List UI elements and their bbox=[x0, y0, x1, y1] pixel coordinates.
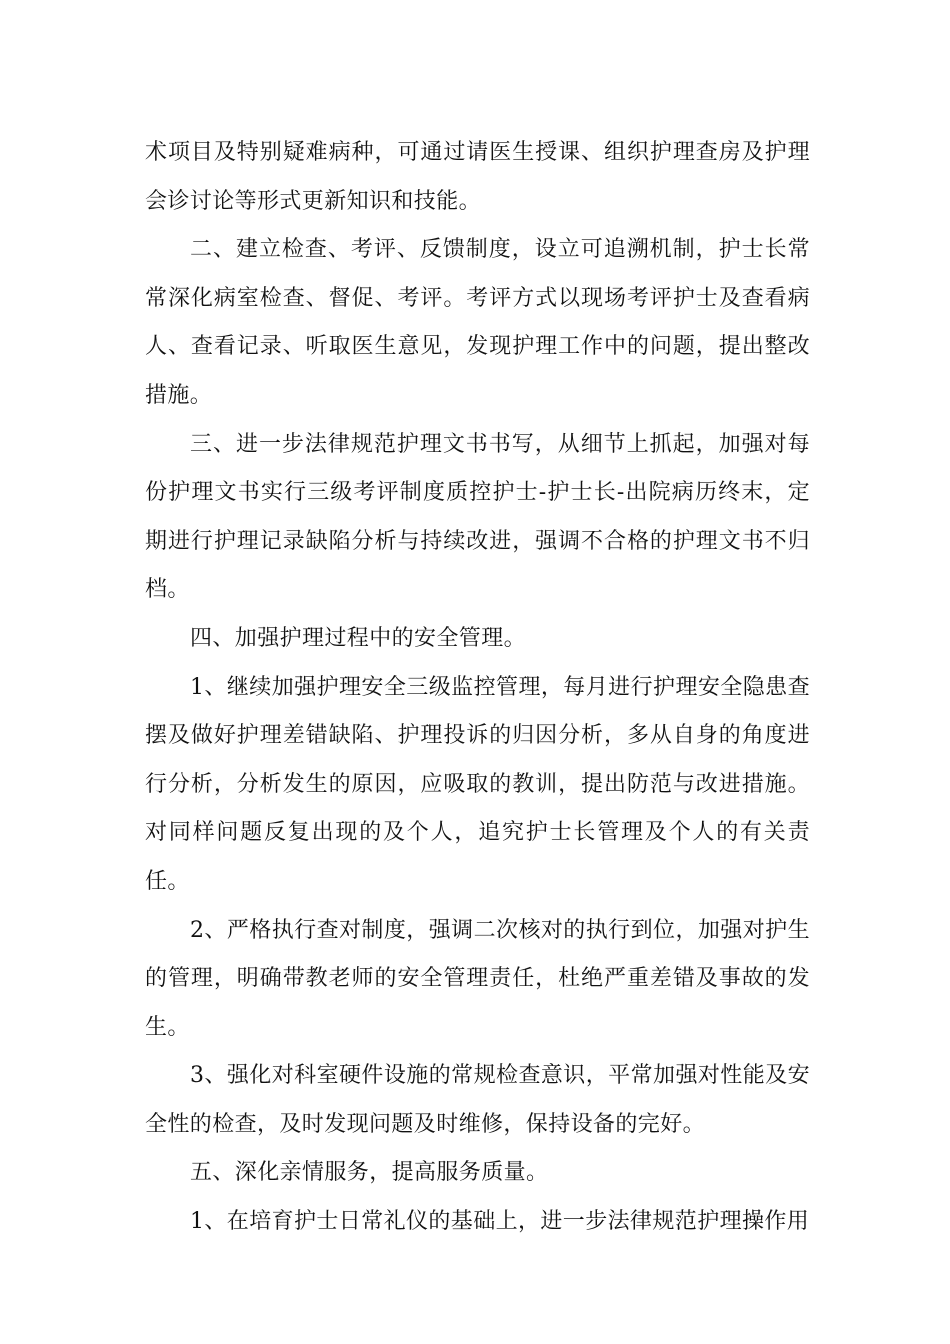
paragraph-item-4-1: 1、继续加强护理安全三级监控管理，每月进行护理安全隐患查摆及做好护理差错缺陷、护理投诉的归因分析，多从自身的角度进行分析，分析发生的原因，应吸取的教训，提出防范与改进措施。对同样问题反复出现的及个人，追究护士长管理及个人的有关责任。 bbox=[145, 674, 810, 894]
paragraph-section-2: 二、建立检查、考评、反馈制度，设立可追溯机制，护士长常常深化病室检查、督促、考评。考评方式以现场考评护士及查看病人、查看记录、听取医生意见，发现护理工作中的问题，提出整改措施。 bbox=[145, 237, 810, 408]
paragraph-section-5-heading: 五、深化亲情服务，提高服务质量。 bbox=[190, 1160, 549, 1186]
paragraph-section-3: 三、进一步法律规范护理文书书写，从细节上抓起，加强对每份护理文书实行三级考评制度质控护士-护士长-出院病历终末，定期进行护理记录缺陷分析与持续改进，强调不合格的护理文书不归档。 bbox=[145, 431, 810, 603]
paragraph-item-4-3: 3、强化对科室硬件设施的常规检查意识，平常加强对性能及安全性的检查，及时发现问题及时维修，保持设备的完好。 bbox=[145, 1063, 810, 1137]
paragraph-item-5-1: 1、在培育护士日常礼仪的基础上，进一步法律规范护理操作用 bbox=[190, 1209, 810, 1235]
paragraph-section-4-heading: 四、加强护理过程中的安全管理。 bbox=[190, 625, 527, 651]
document-body bbox=[145, 129, 810, 1247]
paragraph-item-4-2: 2、严格执行查对制度，强调二次核对的执行到位，加强对护生的管理，明确带教老师的安全管理责任，杜绝严重差错及事故的发生。 bbox=[145, 917, 810, 1040]
paragraph-continuation: 术项目及特别疑难病种，可通过请医生授课、组织护理查房及护理会诊讨论等形式更新知识和技能。 bbox=[145, 140, 810, 214]
